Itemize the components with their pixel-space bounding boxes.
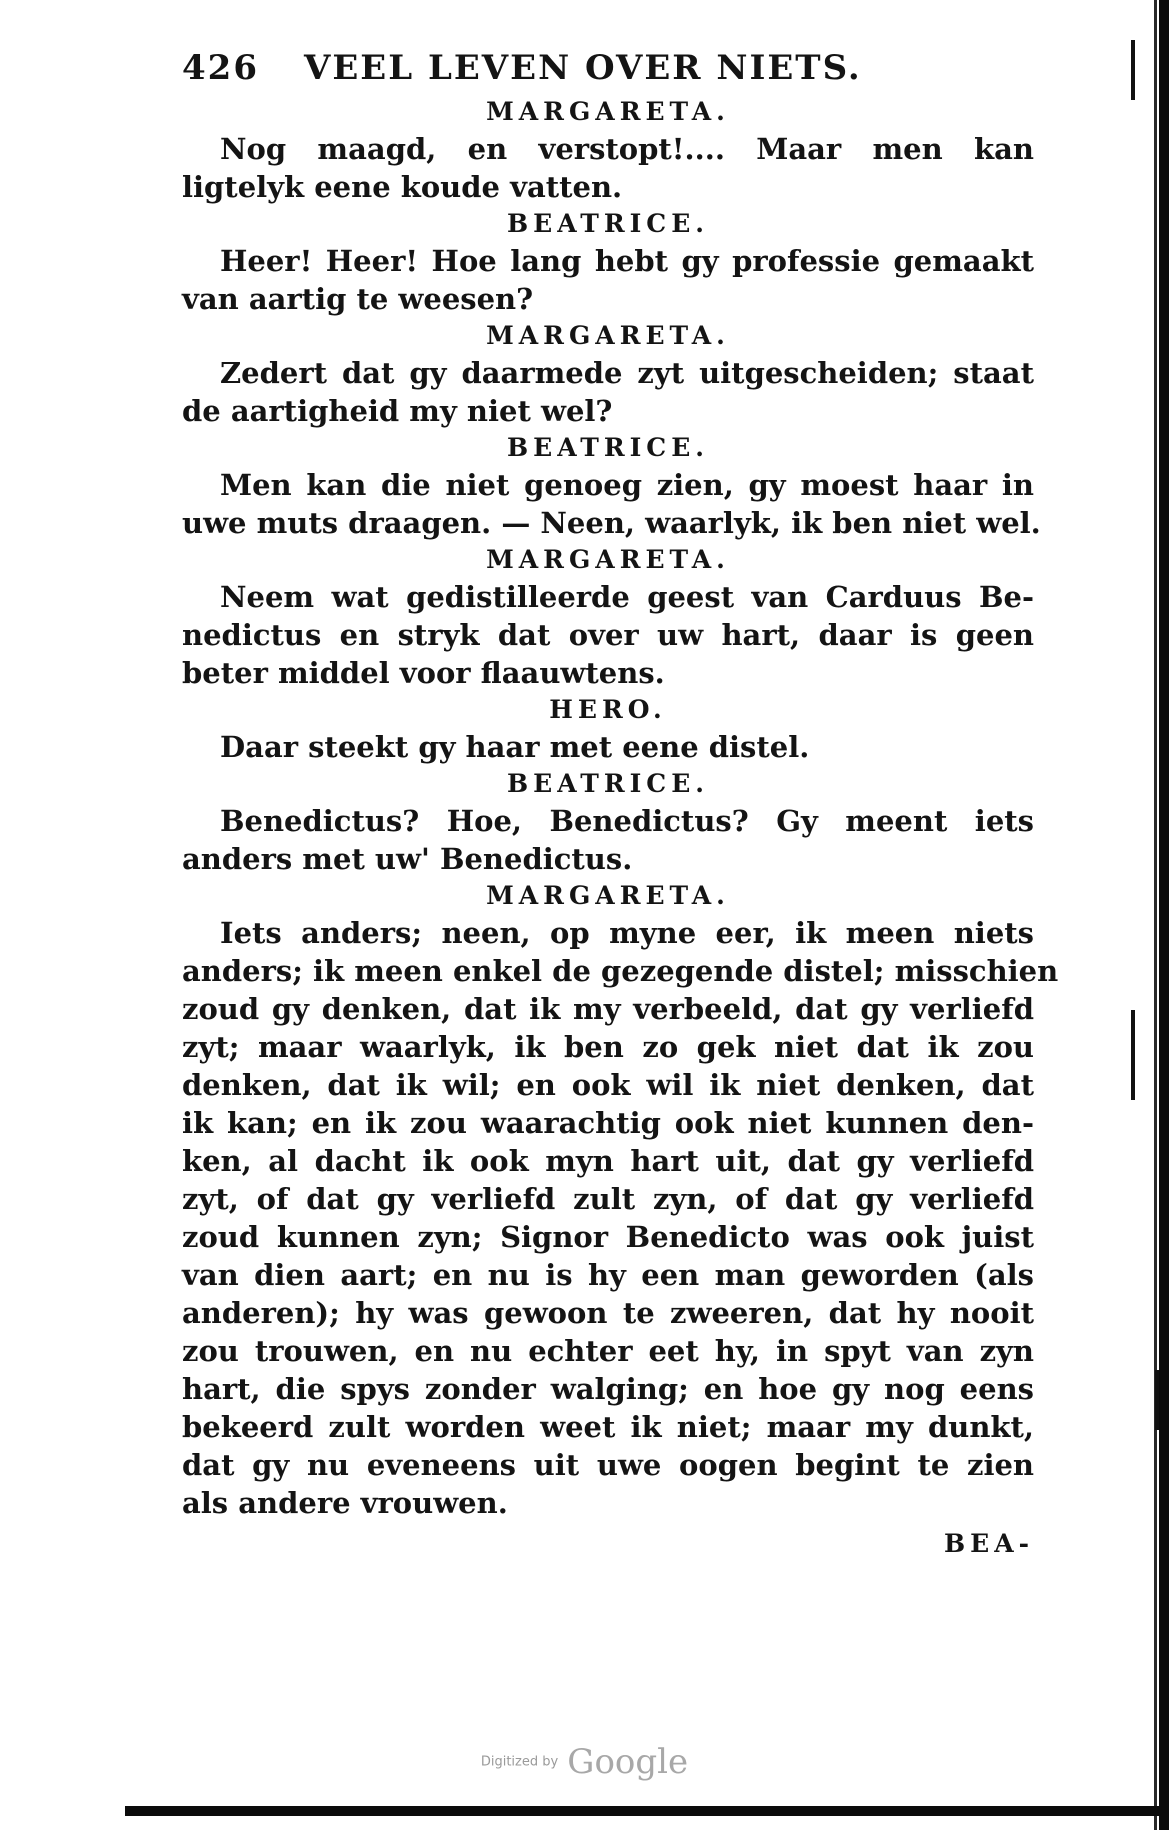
scan-edge-right-inner [1154, 0, 1157, 1830]
text-line: ligtelyk eene koude vatten. [182, 170, 623, 204]
scan-mark [1131, 1010, 1135, 1100]
page-header [182, 48, 1034, 94]
text-line: zoud kunnen zyn; Signor Benedicto was ook juist [182, 1220, 1034, 1254]
digitization-footer [0, 1742, 1169, 1782]
text-line: Neem wat gedistilleerde geest van Carduus Be- [220, 580, 1034, 614]
text-line: dat gy nu eveneens uit uwe oogen begint te zien [182, 1448, 1034, 1482]
digitized-by-label: Digitized by [480, 1754, 559, 1770]
text-line: Men kan die niet genoeg zien, gy moest haar in [220, 468, 1034, 502]
speaker-name: HERO. [549, 695, 667, 724]
text-line: hart, die spys zonder walging; en hoe gy nog eens [182, 1372, 1034, 1406]
dialogue-body [182, 94, 1059, 1522]
text-line: ken, al dacht ik ook myn hart uit, dat gy verliefd [182, 1144, 1034, 1178]
text-line: Heer! Heer! Hoe lang hebt gy professie gemaakt [220, 244, 1034, 278]
catchword: BEA- [944, 1529, 1034, 1558]
text-line: beter middel voor flaauwtens. [182, 656, 665, 690]
speaker-name: MARGARETA. [486, 97, 730, 126]
text-line: zyt, of dat gy verliefd zult zyn, of dat gy verliefd [182, 1182, 1034, 1216]
running-title: VEEL LEVEN OVER NIETS. [304, 48, 862, 88]
book-page [182, 48, 1059, 1562]
text-line: anders; ik meen enkel de gezegende distel; misschien [182, 954, 1059, 988]
text-line: Benedictus? Hoe, Benedictus? Gy meent iets [220, 804, 1034, 838]
text-line: zyt; maar waarlyk, ik ben zo gek niet dat ik zou [182, 1030, 1034, 1064]
speaker-name: BEATRICE. [507, 433, 709, 462]
text-line: bekeerd zult worden weet ik niet; maar my dunkt, [182, 1410, 1034, 1444]
scan-edge-bottom [125, 1806, 1169, 1816]
speaker-name: BEATRICE. [507, 769, 709, 798]
text-line: Iets anders; neen, op myne eer, ik meen niets [220, 916, 1034, 950]
scan-edge-right [1159, 0, 1169, 1830]
text-line: nedictus en stryk dat over uw hart, daar is geen [182, 618, 1034, 652]
text-line: de aartigheid my niet wel? [182, 394, 613, 428]
text-line: Daar steekt gy haar met eene distel. [220, 730, 810, 764]
text-line: ik kan; en ik zou waarachtig ook niet kunnen den- [182, 1106, 1034, 1140]
text-line: van aartig te weesen? [182, 282, 534, 316]
speaker-name: BEATRICE. [507, 209, 709, 238]
text-line: zou trouwen, en nu echter eet hy, in spyt van zyn [182, 1334, 1034, 1368]
page-number: 426 [182, 48, 259, 88]
text-line: als andere vrouwen. [182, 1486, 508, 1520]
scan-mark [1131, 40, 1135, 100]
speaker-name: MARGARETA. [486, 545, 730, 574]
text-line: denken, dat ik wil; en ook wil ik niet denken, dat [182, 1068, 1034, 1102]
text-line: van dien aart; en nu is hy een man geworden (als [182, 1258, 1034, 1292]
text-line: uwe muts draagen. — Neen, waarlyk, ik ben niet wel. [182, 506, 1041, 540]
text-line: Nog maagd, en verstopt!.... Maar men kan [220, 132, 1034, 166]
text-line: anderen); hy was gewoon te zweeren, dat hy nooit [182, 1296, 1034, 1330]
text-line: zoud gy denken, dat ik my verbeeld, dat gy verliefd [182, 992, 1034, 1026]
text-line: Zedert dat gy daarmede zyt uitgescheiden; staat [220, 356, 1034, 390]
google-logo: Google [567, 1742, 689, 1782]
speaker-name: MARGARETA. [486, 321, 730, 350]
text-line: anders met uw' Benedictus. [182, 842, 633, 876]
scan-mark [1155, 1370, 1159, 1430]
speaker-name: MARGARETA. [486, 881, 730, 910]
